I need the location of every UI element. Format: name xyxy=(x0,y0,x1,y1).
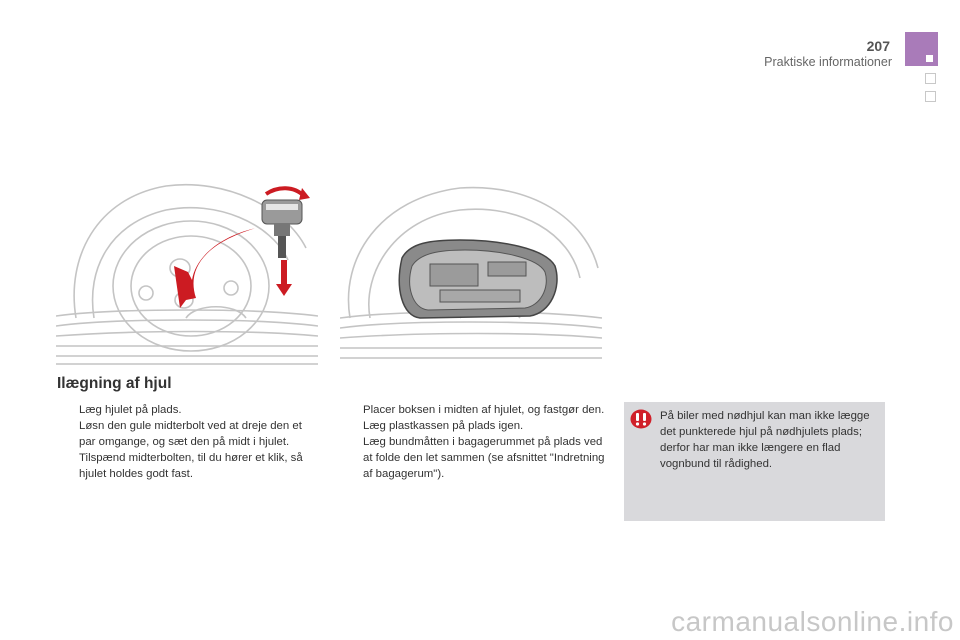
chapter-tab-box-2 xyxy=(925,91,936,102)
list-item xyxy=(57,402,317,418)
list-item xyxy=(341,418,606,434)
watermark: carmanualsonline.info xyxy=(671,606,954,637)
instructions-column-2 xyxy=(341,402,606,482)
storage-box xyxy=(399,240,557,318)
chapter-tab-marker xyxy=(926,55,933,62)
list-item-text: Læg plastkassen på plads igen. xyxy=(363,420,524,432)
list-item xyxy=(57,418,317,450)
chapter-tab-box-1 xyxy=(925,73,936,84)
list-item xyxy=(57,450,317,482)
section-heading: Ilægning af hjul xyxy=(57,375,172,392)
page-number: 207 xyxy=(866,38,890,54)
wheel-installation-illustration xyxy=(56,168,318,368)
list-item-text: Læg hjulet på plads. xyxy=(79,404,182,416)
warning-icon xyxy=(630,409,652,434)
list-item-text: Placer boksen i midten af hjulet, og fastgør den. xyxy=(363,404,605,416)
chapter-tab xyxy=(905,32,938,66)
list-item xyxy=(341,434,606,482)
instructions-column-1 xyxy=(57,402,317,482)
list-item-text: Læg bundmåtten i bagagerummet på plads ved at folde den let sammen (se afsnittet "Indretning af bagagerum"). xyxy=(363,436,605,480)
list-item-text: Tilspænd midterbolten, til du hører et klik, så hjulet holdes godt fast. xyxy=(79,452,303,480)
list-item-text: Løsn den gule midterbolt ved at dreje den et par omgange, og sæt den på midt i hjulet. xyxy=(79,420,302,448)
storage-box-illustration xyxy=(340,178,602,368)
warning-text: På biler med nødhjul kan man ikke lægge det punkterede hjul på nødhjulets plads; derfor har man ikke længere en flad vognbund til rådighed. xyxy=(660,410,870,470)
section-label: Praktiske informationer xyxy=(764,55,892,69)
list-item xyxy=(341,402,606,418)
